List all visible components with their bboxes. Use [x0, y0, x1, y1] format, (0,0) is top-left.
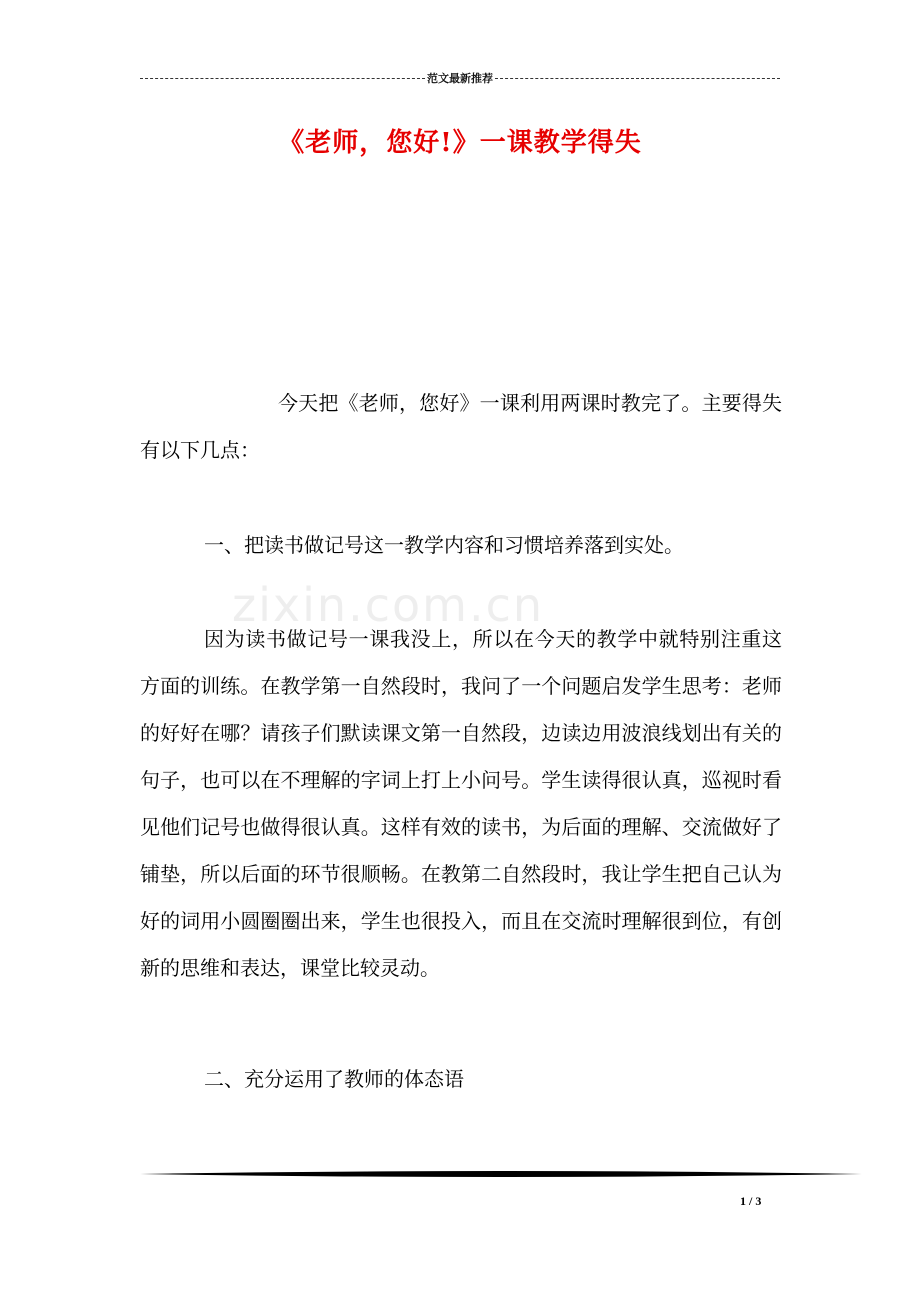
page-number: 1 / 3 [740, 1194, 762, 1208]
header-dash-right [495, 78, 780, 79]
document-title: 《老师，您好!》一课教学得失 [278, 128, 642, 158]
paragraph-section-1: 因为读书做记号一课我没上，所以在今天的教学中就特别注重这方面的训练。在教学第一自然段时，我问了一个问题启发学生思考：老师的好好在哪？请孩子们默读课文第一自然段，边读边用波浪线划出有关的句子，也可以在不理解的字词上打上小问号。学生读得很认真，巡视时看见他们记号也做得很认真。这样有效的读书，为后面的理解、交流做好了铺垫，所以后面的环节很顺畅。在教第二自然段时，我让学生把自己认为好的词用小圆圈圈出来，学生也很投入，而且在交流时理解很到位，有创新的思维和表达，课堂比较灵动。 [140, 627, 782, 980]
watermark: zixin.com.cn [232, 578, 545, 632]
footer-rule [140, 1170, 862, 1178]
header-dash-left [140, 78, 425, 79]
section-heading-1: 一、把读书做记号这一教学内容和习惯培养落到实处。 [204, 533, 684, 557]
paragraph-intro: 今天把《老师，您好》一课利用两课时教完了。主要得失有以下几点： [140, 391, 782, 462]
header-label: 范文最新推荐 [427, 72, 493, 85]
section-heading-2: 二、充分运用了教师的体态语 [204, 1067, 464, 1091]
page-header [140, 70, 780, 86]
